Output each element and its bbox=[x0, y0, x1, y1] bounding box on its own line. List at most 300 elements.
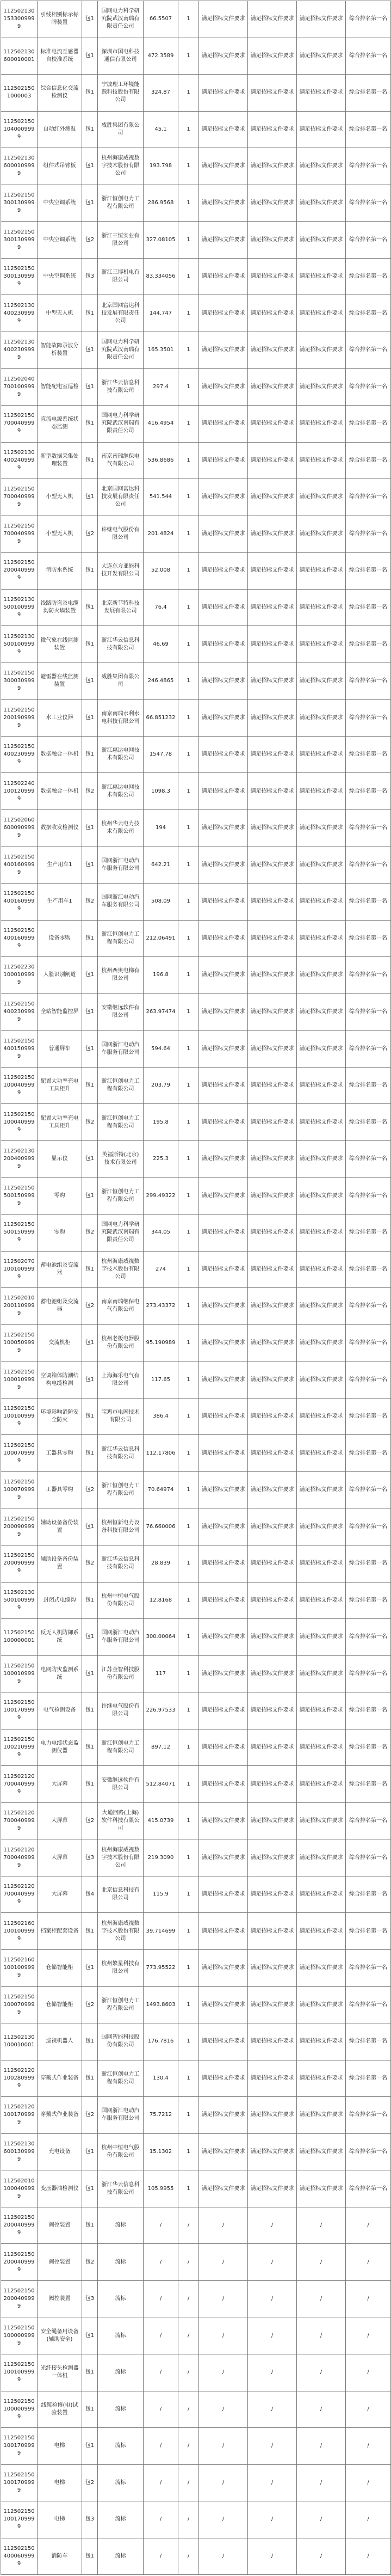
package-cell: 包1 bbox=[82, 1, 98, 38]
material-code-cell: 11250215010001​09999 bbox=[1, 1361, 38, 1399]
result-cell: 综合排名第一名 bbox=[346, 736, 391, 773]
supplier-cell: 流标 bbox=[98, 2244, 144, 2281]
commercial-evaluation-cell: 满足招标文件要求 bbox=[199, 332, 248, 369]
commercial-evaluation-cell: 满足招标文件要求 bbox=[199, 222, 248, 259]
commercial-evaluation-cell: 满足招标文件要求 bbox=[199, 185, 248, 222]
result-cell: 综合排名第一名 bbox=[346, 1508, 391, 1545]
amount-cell: 201.4824 bbox=[144, 516, 178, 553]
material-name-cell: 阀控装置 bbox=[38, 2207, 82, 2244]
rank-cell: / bbox=[178, 2317, 199, 2354]
material-name-cell: 设备零购 bbox=[38, 920, 82, 957]
price-evaluation-cell: 满足招标文件要求 bbox=[297, 2060, 346, 2097]
result-cell: / bbox=[346, 2354, 391, 2391]
technical-evaluation-cell: / bbox=[248, 2244, 297, 2281]
result-cell: 综合排名第一名 bbox=[346, 1766, 391, 1803]
table-row bbox=[1, 1545, 391, 1582]
technical-evaluation-cell: 满足招标文件要求 bbox=[248, 2060, 297, 2097]
material-code-cell: 11250215010004​09999 bbox=[1, 1067, 38, 1104]
rank-cell: / bbox=[178, 2207, 199, 2244]
material-name-cell: 电网防灾监测系统 bbox=[38, 1655, 82, 1692]
result-cell: 综合排名第一名 bbox=[346, 773, 391, 810]
material-code-cell: 11250212070004​09999 bbox=[1, 1839, 38, 1876]
result-cell: 综合排名第一名 bbox=[346, 1655, 391, 1692]
price-evaluation-cell: 满足招标文件要求 bbox=[297, 884, 346, 921]
package-cell: 包1 bbox=[82, 2060, 98, 2097]
price-evaluation-cell: 满足招标文件要求 bbox=[297, 1582, 346, 1619]
material-code-cell: 11250212070004​09999 bbox=[1, 1802, 38, 1839]
material-code-cell: 11250201020011​09999 bbox=[1, 1288, 38, 1325]
table-row bbox=[1, 1324, 391, 1361]
package-cell: 包1 bbox=[82, 111, 98, 148]
result-cell: 综合排名第一名 bbox=[346, 1104, 391, 1141]
rank-cell: 1 bbox=[178, 406, 199, 443]
rank-cell: 1 bbox=[178, 1435, 199, 1472]
supplier-cell: 威胜集团有限公司 bbox=[98, 663, 144, 700]
package-cell: 包2 bbox=[82, 1545, 98, 1582]
material-name-cell: 充电设备 bbox=[38, 2133, 82, 2170]
technical-evaluation-cell: / bbox=[248, 2538, 297, 2575]
technical-evaluation-cell: 满足招标文件要求 bbox=[248, 38, 297, 75]
amount-cell: 45.1 bbox=[144, 111, 178, 148]
amount-cell: / bbox=[144, 2501, 178, 2538]
result-cell: 综合排名第一名 bbox=[346, 258, 391, 295]
package-cell: 包1 bbox=[82, 2207, 98, 2244]
material-name-cell: 显示仪 bbox=[38, 1140, 82, 1177]
package-cell: 包2 bbox=[82, 1215, 98, 1252]
price-evaluation-cell: 满足招标文件要求 bbox=[297, 1913, 346, 1950]
technical-evaluation-cell: 满足招标文件要求 bbox=[248, 1398, 297, 1435]
result-cell: 综合排名第一名 bbox=[346, 479, 391, 516]
material-name-cell: 普通屏车 bbox=[38, 1031, 82, 1068]
commercial-evaluation-cell: 满足招标文件要求 bbox=[199, 1692, 248, 1729]
table-row bbox=[1, 884, 391, 921]
technical-evaluation-cell: 满足招标文件要求 bbox=[248, 2170, 297, 2207]
package-cell: 包1 bbox=[82, 2428, 98, 2465]
material-code-cell: 11250215010010​09999 bbox=[1, 1398, 38, 1435]
result-cell: / bbox=[346, 2280, 391, 2317]
commercial-evaluation-cell: 满足招标文件要求 bbox=[199, 2097, 248, 2134]
amount-cell: 28.839 bbox=[144, 1545, 178, 1582]
price-evaluation-cell: 满足招标文件要求 bbox=[297, 773, 346, 810]
supplier-cell: 浙江华云信息科技有限公司 bbox=[98, 1435, 144, 1472]
price-evaluation-cell: 满足招标文件要求 bbox=[297, 957, 346, 994]
table-row bbox=[1, 148, 391, 185]
material-code-cell: 11250215030013​09999 bbox=[1, 185, 38, 222]
package-cell: 包1 bbox=[82, 1729, 98, 1766]
result-cell: 综合排名第一名 bbox=[346, 148, 391, 185]
price-evaluation-cell: 满足招标文件要求 bbox=[297, 2133, 346, 2170]
result-cell: 综合排名第一名 bbox=[346, 222, 391, 259]
table-row bbox=[1, 810, 391, 847]
price-evaluation-cell: 满足招标文件要求 bbox=[297, 332, 346, 369]
package-cell: 包2 bbox=[82, 2464, 98, 2501]
rank-cell: / bbox=[178, 2244, 199, 2281]
material-name-cell: 阀控装置 bbox=[38, 2280, 82, 2317]
supplier-cell: 浙江恒创电力工程有限公司 bbox=[98, 2060, 144, 2097]
rank-cell: 1 bbox=[178, 736, 199, 773]
technical-evaluation-cell: 满足招标文件要求 bbox=[248, 2023, 297, 2060]
package-cell: 包1 bbox=[82, 1913, 98, 1950]
commercial-evaluation-cell: 满足招标文件要求 bbox=[199, 957, 248, 994]
amount-cell: 273.43372 bbox=[144, 1288, 178, 1325]
material-name-cell: 小型无人机 bbox=[38, 516, 82, 553]
material-code-cell: 11250212010017​09999 bbox=[1, 2097, 38, 2134]
material-name-cell: 辅助设备备份装置 bbox=[38, 1545, 82, 1582]
material-code-cell: 11250224010012​09999 bbox=[1, 773, 38, 810]
rank-cell: 1 bbox=[178, 185, 199, 222]
material-code-cell: 11250215010001​09999 bbox=[1, 1655, 38, 1692]
material-code-cell: 11250212070004​09999 bbox=[1, 1876, 38, 1913]
package-cell: 包1 bbox=[82, 2538, 98, 2575]
rank-cell: 1 bbox=[178, 773, 199, 810]
table-row bbox=[1, 222, 391, 259]
technical-evaluation-cell: 满足招标文件要求 bbox=[248, 1031, 297, 1068]
table-row bbox=[1, 2244, 391, 2281]
result-cell: 综合排名第一名 bbox=[346, 1729, 391, 1766]
material-code-cell: 11250215020019​09999 bbox=[1, 700, 38, 737]
package-cell: 包1 bbox=[82, 1140, 98, 1177]
material-code-cell: 11250215010007​09999 bbox=[1, 1986, 38, 2023]
supplier-cell: 浙江华云信息科技有限公司 bbox=[98, 2170, 144, 2207]
material-name-cell: 大屏幕 bbox=[38, 1802, 82, 1839]
material-code-cell: 11250213050010​09999 bbox=[1, 626, 38, 663]
commercial-evaluation-cell: 满足招标文件要求 bbox=[199, 75, 248, 112]
material-code-cell: 11250201010004​09999 bbox=[1, 2170, 38, 2207]
table-row bbox=[1, 1766, 391, 1803]
price-evaluation-cell: / bbox=[297, 2464, 346, 2501]
material-code-cell: 11250213020040​09999 bbox=[1, 1140, 38, 1177]
supplier-cell: 南京南瑞继保电气有限公司 bbox=[98, 1288, 144, 1325]
technical-evaluation-cell: 满足招标文件要求 bbox=[248, 1288, 297, 1325]
rank-cell: 1 bbox=[178, 884, 199, 921]
amount-cell: 212.06491 bbox=[144, 920, 178, 957]
rank-cell: 1 bbox=[178, 1104, 199, 1141]
commercial-evaluation-cell: 满足招标文件要求 bbox=[199, 589, 248, 626]
commercial-evaluation-cell: / bbox=[199, 2538, 248, 2575]
price-evaluation-cell: 满足招标文件要求 bbox=[297, 2097, 346, 2134]
amount-cell: 773.95522 bbox=[144, 1949, 178, 1986]
material-code-cell: 11250215020009​09999 bbox=[1, 1508, 38, 1545]
technical-evaluation-cell: 满足招标文件要求 bbox=[248, 185, 297, 222]
price-evaluation-cell: / bbox=[297, 2501, 346, 2538]
supplier-cell: 北京国网富达科技发展有限责任公司 bbox=[98, 295, 144, 332]
price-evaluation-cell: 满足招标文件要求 bbox=[297, 1215, 346, 1252]
package-cell: 包2 bbox=[82, 516, 98, 553]
commercial-evaluation-cell: 满足招标文件要求 bbox=[199, 1177, 248, 1215]
commercial-evaluation-cell: 满足招标文件要求 bbox=[199, 1361, 248, 1399]
commercial-evaluation-cell: 满足招标文件要求 bbox=[199, 1471, 248, 1508]
package-cell: 包1 bbox=[82, 75, 98, 112]
material-name-cell: 电梯 bbox=[38, 2464, 82, 2501]
package-cell: 包2 bbox=[82, 773, 98, 810]
result-cell: 综合排名第一名 bbox=[346, 1582, 391, 1619]
amount-cell: 324.87 bbox=[144, 75, 178, 112]
supplier-cell: 杭州海康威视数字技术股份有限公司 bbox=[98, 1913, 144, 1950]
supplier-cell: 流标 bbox=[98, 2317, 144, 2354]
package-cell: 包1 bbox=[82, 2170, 98, 2207]
amount-cell: 472.3589 bbox=[144, 38, 178, 75]
amount-cell: 75.7212 bbox=[144, 2097, 178, 2134]
price-evaluation-cell: / bbox=[297, 2428, 346, 2465]
material-code-cell: 11250215070004​09999 bbox=[1, 516, 38, 553]
material-code-cell: 11250216010010​09999 bbox=[1, 1949, 38, 1986]
price-evaluation-cell: 满足招标文件要求 bbox=[297, 2170, 346, 2207]
package-cell: 包1 bbox=[82, 1361, 98, 1399]
material-name-cell: 引线相别标示标牌装置 bbox=[38, 1, 82, 38]
technical-evaluation-cell: 满足招标文件要求 bbox=[248, 1692, 297, 1729]
material-name-cell: 消防车 bbox=[38, 2538, 82, 2575]
material-code-cell: 11250215010400​09999 bbox=[1, 111, 38, 148]
result-cell: 综合排名第一名 bbox=[346, 1692, 391, 1729]
amount-cell: 112.17806 bbox=[144, 1435, 178, 1472]
result-cell: 综合排名第一名 bbox=[346, 38, 391, 75]
table-row bbox=[1, 369, 391, 406]
result-cell: 综合排名第一名 bbox=[346, 993, 391, 1031]
material-code-cell: 11250215040023​09999 bbox=[1, 993, 38, 1031]
table-row bbox=[1, 553, 391, 590]
material-code-cell: 11250212070004​09999 bbox=[1, 1766, 38, 1803]
material-name-cell: 穿戴式作业装备 bbox=[38, 2097, 82, 2134]
rank-cell: / bbox=[178, 2538, 199, 2575]
amount-cell: 105.9955 bbox=[144, 2170, 178, 2207]
commercial-evaluation-cell: 满足招标文件要求 bbox=[199, 1802, 248, 1839]
amount-cell: 286.9568 bbox=[144, 185, 178, 222]
rank-cell: 1 bbox=[178, 1545, 199, 1582]
table-row bbox=[1, 2317, 391, 2354]
table-row bbox=[1, 2464, 391, 2501]
package-cell: 包1 bbox=[82, 589, 98, 626]
material-code-cell: 11250215010021​09999 bbox=[1, 1729, 38, 1766]
table-row bbox=[1, 663, 391, 700]
material-name-cell: 生产用车1 bbox=[38, 884, 82, 921]
amount-cell: / bbox=[144, 2244, 178, 2281]
technical-evaluation-cell: 满足招标文件要求 bbox=[248, 295, 297, 332]
commercial-evaluation-cell: 满足招标文件要求 bbox=[199, 736, 248, 773]
table-row bbox=[1, 2354, 391, 2391]
material-name-cell: 电梯 bbox=[38, 2501, 82, 2538]
table-row bbox=[1, 1839, 391, 1876]
rank-cell: / bbox=[178, 2501, 199, 2538]
package-cell: 包1 bbox=[82, 332, 98, 369]
rank-cell: 1 bbox=[178, 847, 199, 884]
commercial-evaluation-cell: 满足招标文件要求 bbox=[199, 884, 248, 921]
price-evaluation-cell: 满足招标文件要求 bbox=[297, 1067, 346, 1104]
material-code-cell: 11250213060013​09999 bbox=[1, 2133, 38, 2170]
amount-cell: 194 bbox=[144, 810, 178, 847]
technical-evaluation-cell: / bbox=[248, 2354, 297, 2391]
material-code-cell: 11250215040016​09999 bbox=[1, 847, 38, 884]
price-evaluation-cell: 满足招标文件要求 bbox=[297, 295, 346, 332]
result-cell: 综合排名第一名 bbox=[346, 957, 391, 994]
material-name-cell: 水工业仪器 bbox=[38, 700, 82, 737]
material-code-cell: 11250206060009​09999 bbox=[1, 810, 38, 847]
amount-cell: 52.008 bbox=[144, 553, 178, 590]
material-code-cell: 11250215020004​09999 bbox=[1, 2244, 38, 2281]
price-evaluation-cell: / bbox=[297, 2391, 346, 2428]
price-evaluation-cell: 满足招标文件要求 bbox=[297, 1766, 346, 1803]
amount-cell: 203.79 bbox=[144, 1067, 178, 1104]
technical-evaluation-cell: 满足招标文件要求 bbox=[248, 75, 297, 112]
rank-cell: 1 bbox=[178, 332, 199, 369]
supplier-cell: 浙江惠达电网技术有限公司 bbox=[98, 736, 144, 773]
result-cell: 综合排名第一名 bbox=[346, 2097, 391, 2134]
table-row bbox=[1, 1802, 391, 1839]
commercial-evaluation-cell: / bbox=[199, 2391, 248, 2428]
material-code-cell: 11250213010001​0001 bbox=[1, 2023, 38, 2060]
supplier-cell: 英福斯特(北京)技术有限公司 bbox=[98, 1140, 144, 1177]
material-name-cell: 零购 bbox=[38, 1215, 82, 1252]
table-row bbox=[1, 75, 391, 112]
commercial-evaluation-cell: 满足招标文件要求 bbox=[199, 1288, 248, 1325]
technical-evaluation-cell: 满足招标文件要求 bbox=[248, 700, 297, 737]
package-cell: 包1 bbox=[82, 1619, 98, 1656]
package-cell: 包1 bbox=[82, 1508, 98, 1545]
table-row bbox=[1, 2538, 391, 2575]
commercial-evaluation-cell: 满足招标文件要求 bbox=[199, 1, 248, 38]
supplier-cell: 国网浙江电动汽车服务有限公司 bbox=[98, 2097, 144, 2134]
technical-evaluation-cell: / bbox=[248, 2391, 297, 2428]
supplier-cell: 南京南瑞继保电气有限公司 bbox=[98, 442, 144, 479]
table-row bbox=[1, 406, 391, 443]
rank-cell: 1 bbox=[178, 1251, 199, 1288]
price-evaluation-cell: 满足招标文件要求 bbox=[297, 1545, 346, 1582]
rank-cell: 1 bbox=[178, 295, 199, 332]
package-cell: 包2 bbox=[82, 2097, 98, 2134]
price-evaluation-cell: 满足招标文件要求 bbox=[297, 258, 346, 295]
material-name-cell: 避雷器在线监测装置 bbox=[38, 663, 82, 700]
technical-evaluation-cell: 满足招标文件要求 bbox=[248, 2133, 297, 2170]
rank-cell: 1 bbox=[178, 1177, 199, 1215]
package-cell: 包3 bbox=[82, 258, 98, 295]
commercial-evaluation-cell: 满足招标文件要求 bbox=[199, 148, 248, 185]
result-cell: 综合排名第一名 bbox=[346, 1215, 391, 1252]
amount-cell: 117 bbox=[144, 1655, 178, 1692]
technical-evaluation-cell: 满足招标文件要求 bbox=[248, 1582, 297, 1619]
material-code-cell: 11250215050015​09999 bbox=[1, 1215, 38, 1252]
rank-cell: 1 bbox=[178, 75, 199, 112]
material-name-cell: 工器具零购 bbox=[38, 1471, 82, 1508]
table-row bbox=[1, 2023, 391, 2060]
material-name-cell: 封闭式电缆沟 bbox=[38, 1582, 82, 1619]
commercial-evaluation-cell: 满足招标文件要求 bbox=[199, 920, 248, 957]
material-code-cell: 11250215010000​0001 bbox=[1, 1619, 38, 1656]
table-row bbox=[1, 2391, 391, 2428]
table-row bbox=[1, 2170, 391, 2207]
rank-cell: / bbox=[178, 2354, 199, 2391]
price-evaluation-cell: 满足招标文件要求 bbox=[297, 38, 346, 75]
commercial-evaluation-cell: 满足招标文件要求 bbox=[199, 1324, 248, 1361]
supplier-cell: 流标 bbox=[98, 2354, 144, 2391]
supplier-cell: 安徽继远软件有限公司 bbox=[98, 993, 144, 1031]
table-row bbox=[1, 1876, 391, 1913]
supplier-cell: 浙江华云信息科技有限公司 bbox=[98, 1545, 144, 1582]
table-row bbox=[1, 332, 391, 369]
table-row bbox=[1, 1398, 391, 1435]
result-cell: / bbox=[346, 2501, 391, 2538]
amount-cell: 176.7816 bbox=[144, 2023, 178, 2060]
amount-cell: 165.3501 bbox=[144, 332, 178, 369]
result-cell: 综合排名第一名 bbox=[346, 1031, 391, 1068]
commercial-evaluation-cell: 满足招标文件要求 bbox=[199, 442, 248, 479]
material-name-cell: 数据收发检测仪 bbox=[38, 810, 82, 847]
price-evaluation-cell: 满足招标文件要求 bbox=[297, 1, 346, 38]
technical-evaluation-cell: 满足招标文件要求 bbox=[248, 442, 297, 479]
table-row bbox=[1, 2207, 391, 2244]
supplier-cell: 北京信息科技有限公司 bbox=[98, 1876, 144, 1913]
material-code-cell: 11250213040023​09999 bbox=[1, 332, 38, 369]
commercial-evaluation-cell: 满足招标文件要求 bbox=[199, 1215, 248, 1252]
material-code-cell: 11250213060001​0001 bbox=[1, 38, 38, 75]
amount-cell: 512.84071 bbox=[144, 1766, 178, 1803]
package-cell: 包1 bbox=[82, 920, 98, 957]
amount-cell: 195.8 bbox=[144, 1104, 178, 1141]
price-evaluation-cell: 满足招标文件要求 bbox=[297, 406, 346, 443]
supplier-cell: 杭州海康威视数字技术股份有限公司 bbox=[98, 1251, 144, 1288]
table-row bbox=[1, 2060, 391, 2097]
package-cell: 包1 bbox=[82, 1949, 98, 1986]
price-evaluation-cell: / bbox=[297, 2538, 346, 2575]
result-cell: 综合排名第一名 bbox=[346, 810, 391, 847]
supplier-cell: 国网电力科学研究院武汉南瑞有限责任公司 bbox=[98, 1215, 144, 1252]
technical-evaluation-cell: 满足招标文件要求 bbox=[248, 1766, 297, 1803]
amount-cell: 39.714699 bbox=[144, 1913, 178, 1950]
supplier-cell: 江苏金智科技股份有限公司 bbox=[98, 1655, 144, 1692]
table-row bbox=[1, 1913, 391, 1950]
package-cell: 包2 bbox=[82, 2244, 98, 2281]
rank-cell: 1 bbox=[178, 1729, 199, 1766]
material-code-cell: 11250215010000​03 bbox=[1, 75, 38, 112]
technical-evaluation-cell: 满足招标文件要求 bbox=[248, 369, 297, 406]
result-cell: 综合排名第一名 bbox=[346, 1, 391, 38]
result-cell: 综合排名第一名 bbox=[346, 920, 391, 957]
result-cell: 综合排名第一名 bbox=[346, 111, 391, 148]
supplier-cell: 宁波理工环境能源科技股份有限公司 bbox=[98, 75, 144, 112]
package-cell: 包1 bbox=[82, 1655, 98, 1692]
material-code-cell: 11250215010007​09999 bbox=[1, 1435, 38, 1472]
commercial-evaluation-cell: 满足招标文件要求 bbox=[199, 406, 248, 443]
table-row bbox=[1, 1140, 391, 1177]
price-evaluation-cell: / bbox=[297, 2207, 346, 2244]
material-name-cell: 智能配电室巡检 bbox=[38, 369, 82, 406]
material-name-cell: 阀控装置 bbox=[38, 2244, 82, 2281]
amount-cell: / bbox=[144, 2207, 178, 2244]
material-name-cell: 巡视机器人 bbox=[38, 2023, 82, 2060]
price-evaluation-cell: 满足招标文件要求 bbox=[297, 663, 346, 700]
table-row bbox=[1, 1031, 391, 1068]
commercial-evaluation-cell: 满足招标文件要求 bbox=[199, 1876, 248, 1913]
rank-cell: 1 bbox=[178, 993, 199, 1031]
result-cell: 综合排名第一名 bbox=[346, 185, 391, 222]
material-code-cell: 11250215040023​09999 bbox=[1, 736, 38, 773]
table-row bbox=[1, 295, 391, 332]
rank-cell: 1 bbox=[178, 2060, 199, 2097]
technical-evaluation-cell: 满足招标文件要求 bbox=[248, 920, 297, 957]
supplier-cell: 浙江惠达电网技术有限公司 bbox=[98, 773, 144, 810]
commercial-evaluation-cell: 满足招标文件要求 bbox=[199, 1582, 248, 1619]
technical-evaluation-cell: 满足招标文件要求 bbox=[248, 258, 297, 295]
amount-cell: 300.00064 bbox=[144, 1619, 178, 1656]
commercial-evaluation-cell: 满足招标文件要求 bbox=[199, 516, 248, 553]
price-evaluation-cell: 满足招标文件要求 bbox=[297, 553, 346, 590]
supplier-cell: 深圳市国电科技通信有限公司 bbox=[98, 38, 144, 75]
supplier-cell: 安徽继远软件有限公司 bbox=[98, 1766, 144, 1803]
material-name-cell: 中央空调系统 bbox=[38, 185, 82, 222]
technical-evaluation-cell: 满足招标文件要求 bbox=[248, 1876, 297, 1913]
supplier-cell: 许继电气股份有限公司 bbox=[98, 1692, 144, 1729]
amount-cell: 115.9 bbox=[144, 1876, 178, 1913]
rank-cell: / bbox=[178, 2464, 199, 2501]
commercial-evaluation-cell: 满足招标文件要求 bbox=[199, 626, 248, 663]
